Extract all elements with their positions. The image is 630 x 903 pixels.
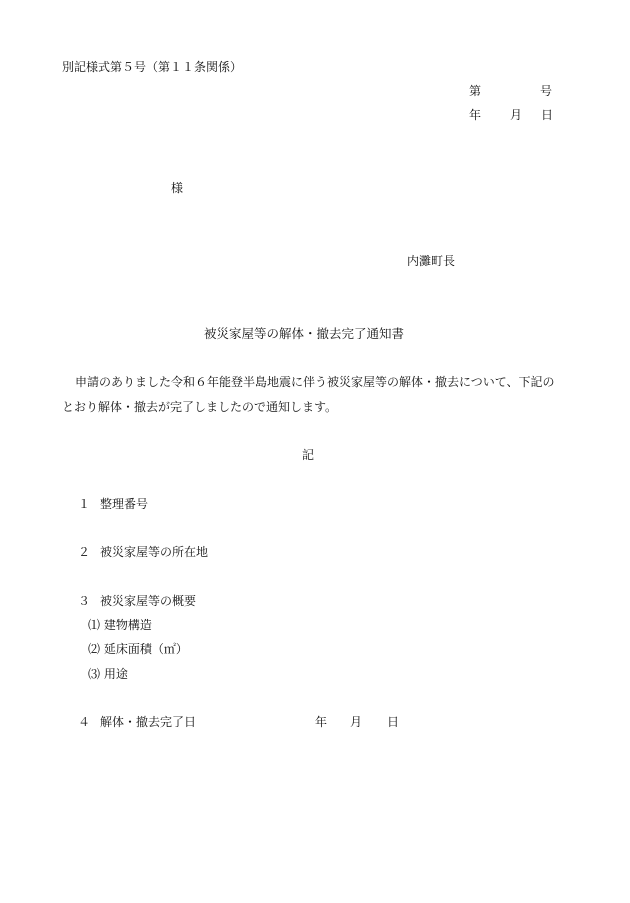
ki-heading: 記 xyxy=(302,448,315,462)
document-number-suffix: 号 xyxy=(540,84,553,98)
body-line-1: 申請のありました令和６年能登半島地震に伴う被災家屋等の解体・撤去について、下記の xyxy=(75,375,555,389)
item-label-reference-number: 整理番号 xyxy=(100,497,149,511)
item-label-location: 被災家屋等の所在地 xyxy=(100,545,209,559)
issue-date-day: 日 xyxy=(541,108,554,122)
item-number: １ xyxy=(78,497,91,511)
issue-date-year: 年 xyxy=(469,108,482,122)
item-number: ２ xyxy=(78,545,91,559)
sub-item-structure: ⑴ 建物構造 xyxy=(88,618,152,632)
item-number: ４ xyxy=(78,715,91,729)
addressee-suffix: 様 xyxy=(171,181,184,195)
completion-date-month: 月 xyxy=(350,715,363,729)
document-title: 被災家屋等の解体・撤去完了通知書 xyxy=(204,326,405,341)
document-number-prefix: 第 xyxy=(469,84,482,98)
item-label-completion-date: 解体・撤去完了日 xyxy=(100,715,197,729)
completion-date-year: 年 xyxy=(315,715,328,729)
form-label: 別記様式第５号（第１１条関係） xyxy=(62,60,243,74)
issue-date-month: 月 xyxy=(510,108,523,122)
body-line-2: とおり解体・撤去が完了しましたので通知します。 xyxy=(62,400,338,414)
issuer: 内灘町長 xyxy=(407,254,456,268)
sub-item-use: ⑶ 用途 xyxy=(88,667,128,681)
sub-item-floor-area: ⑵ 延床面積（㎡） xyxy=(88,642,188,656)
completion-date-day: 日 xyxy=(387,715,400,729)
item-number: ３ xyxy=(78,594,91,608)
item-label-overview: 被災家屋等の概要 xyxy=(100,594,197,608)
